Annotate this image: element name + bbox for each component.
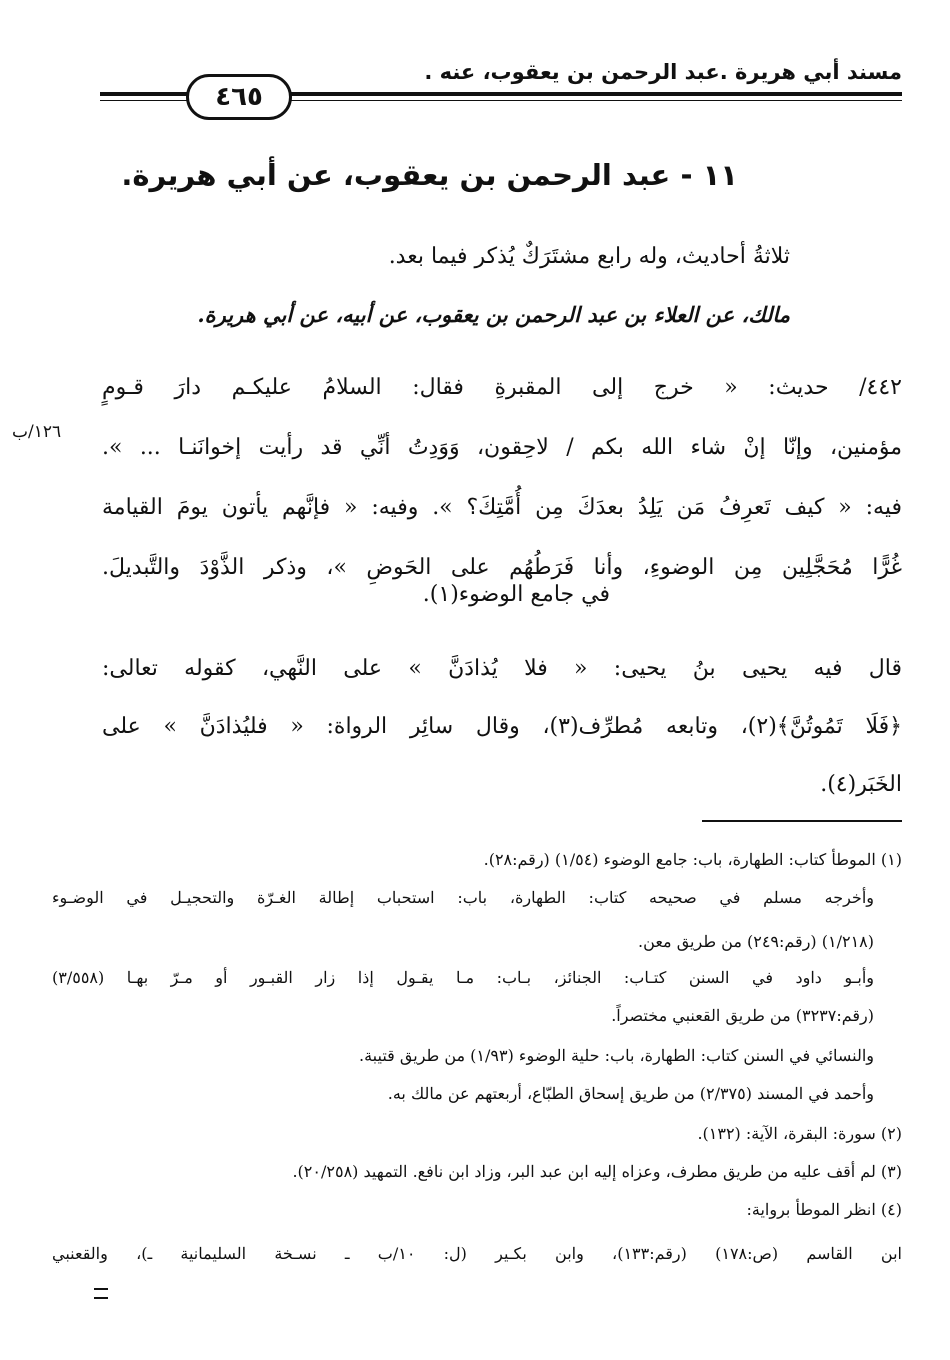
intro-text: ثلاثةُ أحاديث، وله رابع مشتَرَكٌ يُذكر فيما بعد. — [388, 244, 790, 269]
chapter-title: ١١ - عبد الرحمن بن يعقوب، عن أبي هريرة. — [121, 158, 738, 192]
hadith-paragraph — [102, 358, 902, 598]
footnote-3: (٣) لم أقف عليه من طريق مطرف، وعزاه إليه ابن عبد البر، وزاد ابن نافع. التمهيد (٢٠/٢٥٨). — [292, 1162, 902, 1181]
manuscript-folio-note: ١٢٦/ب — [12, 422, 62, 442]
footnote-1-muslim-ref: (١/٢١٨) (رقم:٢٤٩) من طريق معن. — [638, 932, 874, 951]
hadith-location: في جامع الوضوء(١). — [422, 582, 610, 607]
footnote-1-ahmad: وأحمد في المسند (٢/٣٧٥) من طريق إسحاق الطبّاع، أربعتهم عن مالك به. — [387, 1084, 874, 1103]
isnad-chain: مالك، عن العلاء بن عبد الرحمن بن يعقوب، عن أبيه، عن أبي هريرة. — [197, 302, 790, 327]
footnote-1-nasai: والنسائي في السنن كتاب: الطهارة، باب: حلية الوضوء (١/٩٣) من طريق قتيبة. — [359, 1046, 874, 1065]
continuation-mark — [94, 1288, 108, 1299]
footnote-1-abudawud-ref: (رقم:٣٢٣٧) من طريق القعنبي مختصراً. — [611, 1006, 874, 1025]
commentary-line-2: ﴿فَلَا تَمُوتُنَّ﴾(٢)، وتابعه مُطرِّف(٣)، وقال سائِر الرواة: « فليُذادَنَّ » على — [102, 714, 902, 739]
commentary-line-3: الخَبَر(٤). — [820, 772, 902, 797]
page-number: ٤٦٥ — [186, 74, 292, 120]
footnote-1: (١) الموطأ كتاب: الطهارة، باب: جامع الوضوء (١/٥٤) (رقم:٢٨). — [483, 850, 902, 869]
commentary-paragraph — [102, 640, 902, 814]
footnote-4: (٤) انظر الموطأ برواية: — [746, 1200, 902, 1219]
commentary-line-1: قال فيه يحيى بنُ يحيى: « فلا يُذادَنَّ » على النَّهي، كقوله تعالى: — [102, 656, 902, 681]
footnote-4-continued: ابن القاسم (ص:١٧٨) (رقم:١٣٣)، وابن بكـير (ل: ١٠/ب ـ نسـخة السليمانية ـ)، والقعنبي — [52, 1244, 902, 1263]
footnote-1-abudawud: وأبـو داود في السنن كتـاب: الجنائز، بـاب: مـا يقـول إذا زار القبـور أو مـرّ بهـا (٣/٥٥٨) — [52, 968, 874, 987]
hadith-line-1: ٤٤٢/ حديث: « خرج إلى المقبرةِ فقال: السلامُ عليكـم دارَ قـومٍ — [102, 375, 902, 400]
hadith-line-4: غُرًّا مُحَجَّلِين مِن الوضوءِ، وأنا فَرَطُهُم على الحَوضِ »، وذكر الذَّوْدَ والتَّبديلَ. — [102, 555, 902, 580]
hadith-line-3: فيه: « كيف تَعرِفُ مَن يَلِدُ بعدَكَ مِن أُمَّتِكَ؟ ». وفيه: « فإنَّهم يأتون يومَ القيامة — [102, 495, 902, 520]
footnote-2: (٢) سورة: البقرة، الآية: (١٣٢). — [697, 1124, 902, 1143]
running-head: مسند أبي هريرة .عبد الرحمن بن يعقوب، عنه . — [424, 60, 902, 84]
footnote-1-muslim: وأخرجه مسلم في صحيحه كتاب: الطهارة، باب: استحباب إطالة الغـرّة والتحجيـل في الوضـوء — [52, 888, 874, 907]
hadith-line-2: مؤمنين، وإنّا إنْ شاء الله بكم / لاحِقون، وَوَدِتُ أنِّي قد رأيت إخوانَنـا ... ». — [102, 435, 902, 460]
footnote-separator — [702, 820, 902, 822]
